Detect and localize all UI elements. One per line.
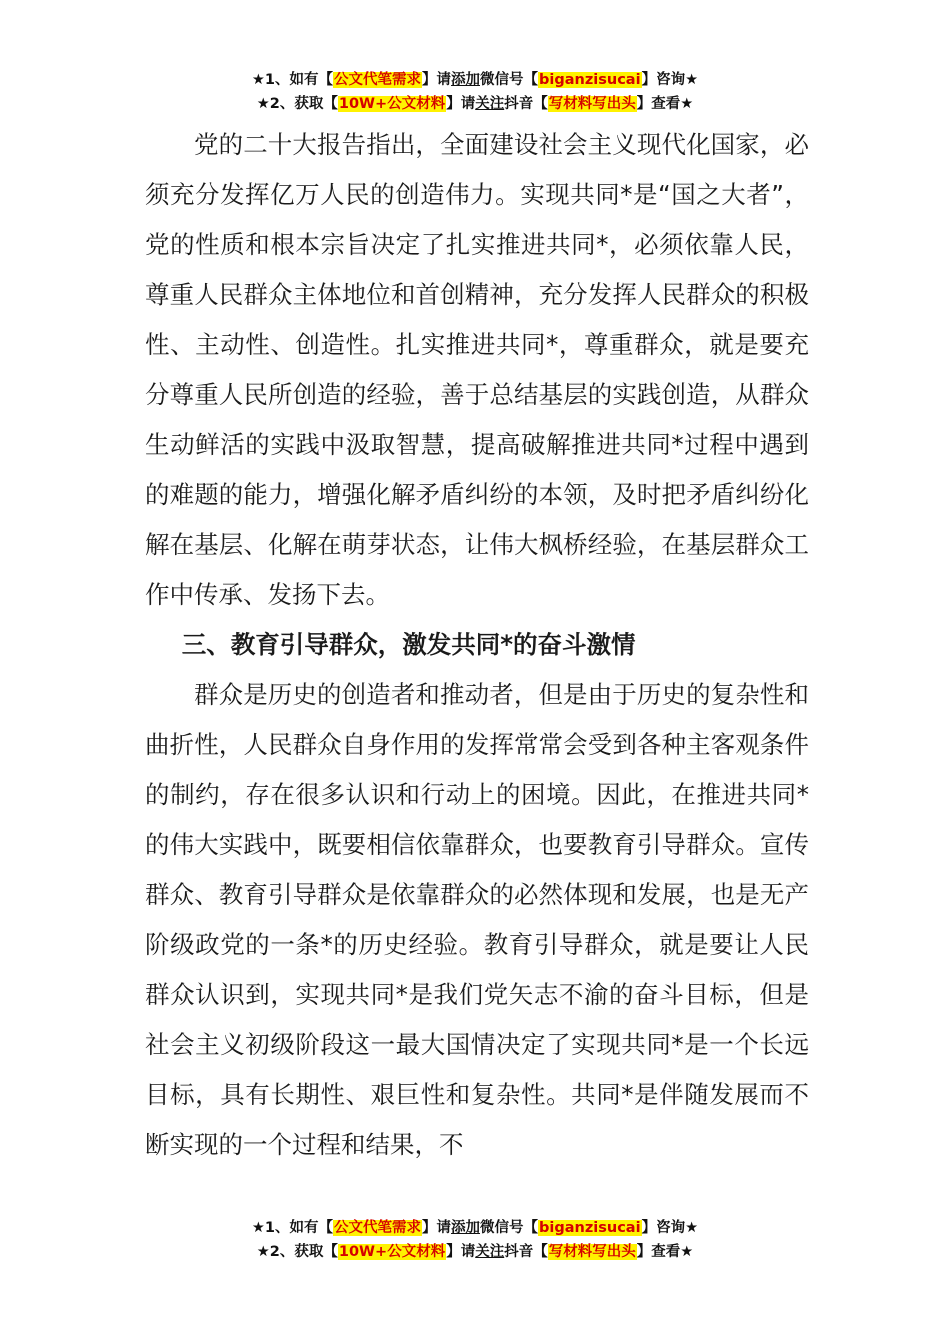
banner-text: 】请 [446,96,476,112]
banner-text: 抖音【 [504,96,548,112]
body-paragraph: 群众是历史的创造者和推动者，但是由于历史的复杂性和曲折性，人民群众自身作用的发挥常常会受到各种主客观条件的制约，存在很多认识和行动上的困境。因此，在推进共同*的伟大实践中，既要相信依靠群众，也要教育引导群众。宣传群众、教育引导群众是依靠群众的必然体现和发展，也是无产阶级政党的一条*的历史经验。教育引导群众，就是要让人民群众认识到，实现共同*是我们党矢志不渝的奋斗目标，但是社会主义初级阶段这一最大国情决定了实现共同*是一个长远目标，具有长期性、艰巨性和复杂性。共同*是伴随发展而不断实现的一个过程和结果，不 [145,680,809,1159]
banner-text: 】咨询★ [641,72,699,88]
banner-highlight: 公文代笔需求 [334,72,422,88]
banner-emphasis: 添加 [451,1220,481,1236]
banner-text: 微信号【 [480,1220,539,1236]
banner-line-1 [0,68,950,92]
banner-line-2 [0,1240,950,1264]
banner-emphasis: 关注 [475,1244,505,1260]
banner-emphasis: 关注 [475,96,505,112]
banner-text: 】请 [446,1244,476,1260]
banner-emphasis: 添加 [451,72,481,88]
banner-line-1 [0,1216,950,1240]
banner-highlight: 10W+公文材料 [338,1244,446,1260]
banner-douyin-id: 写材料写出头 [548,96,636,112]
banner-text: ★2、获取【 [256,96,338,112]
banner-text: 抖音【 [504,1244,548,1260]
banner-text: 】请 [422,72,452,88]
footer-banner [0,1216,950,1264]
banner-text: 】咨询★ [641,1220,699,1236]
banner-text: 】查看★ [636,1244,694,1260]
banner-text: ★1、如有【 [251,1220,334,1236]
banner-wechat-id: biganzisucai [539,1220,641,1236]
banner-wechat-id: biganzisucai [539,72,641,88]
section-heading: 三、教育引导群众，激发共同*的奋斗激情 [181,630,636,659]
banner-douyin-id: 写材料写出头 [548,1244,636,1260]
banner-text: 】请 [422,1220,452,1236]
banner-highlight: 10W+公文材料 [338,96,446,112]
document-body [145,120,809,1170]
banner-highlight: 公文代笔需求 [334,1220,422,1236]
banner-text: ★1、如有【 [251,72,334,88]
banner-text: ★2、获取【 [256,1244,338,1260]
header-banner [0,68,950,116]
banner-line-2 [0,92,950,116]
banner-text: 】查看★ [636,96,694,112]
banner-text: 微信号【 [480,72,539,88]
body-paragraph: 党的二十大报告指出，全面建设社会主义现代化国家，必须充分发挥亿万人民的创造伟力。实现共同*是“国之大者”，党的性质和根本宗旨决定了扎实推进共同*，必须依靠人民，尊重人民群众主体地位和首创精神，充分发挥人民群众的积极性、主动性、创造性。扎实推进共同*，尊重群众，就是要充分尊重人民所创造的经验，善于总结基层的实践创造，从群众生动鲜活的实践中汲取智慧，提高破解推进共同*过程中遇到的难题的能力，增强化解矛盾纠纷的本领，及时把矛盾纠纷化解在基层、化解在萌芽状态，让伟大枫桥经验，在基层群众工作中传承、发扬下去。 [145,130,809,609]
